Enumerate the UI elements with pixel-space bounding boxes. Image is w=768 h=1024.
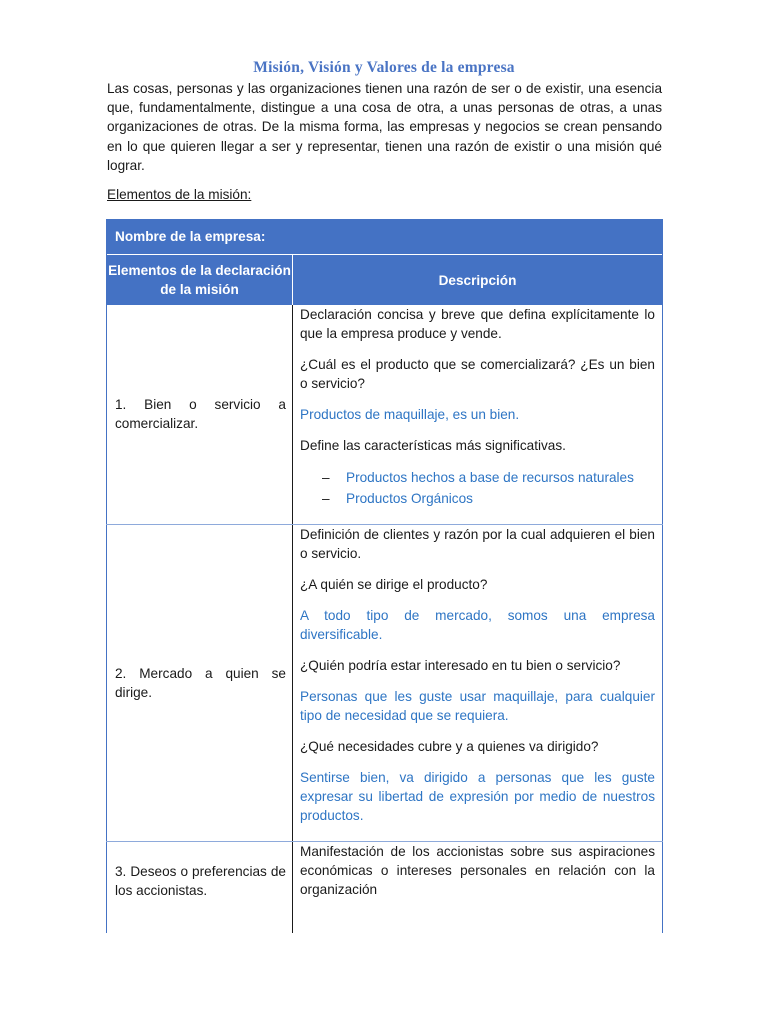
document-title: Misión, Visión y Valores de la empresa bbox=[253, 59, 515, 76]
element-cell: 3. Deseos o preferencias de los accionistas. bbox=[107, 841, 293, 933]
column-header-elements: Elementos de la declaración de la misión bbox=[107, 255, 293, 306]
description-text: Definición de clientes y razón por la cual adquieren el bien o servicio. bbox=[300, 526, 655, 561]
answer-text: Personas que les guste usar maquillaje, para cualquier tipo de necesidad que se requiera. bbox=[300, 688, 655, 723]
intro-paragraph: Las cosas, personas y las organizaciones tienen una razón de ser o de existir, una esencia que, fundamentalmente, distingue a una cosa de otra, a unas personas de otras, a unas organizaciones de otras. De la misma forma, las empresas y negocios se crean pensando en lo que quieren llegar a ser y representar, tienen una razón de existir o una misión qué lograr. bbox=[107, 81, 662, 173]
element-cell: 1. Bien o servicio a comercializar. bbox=[107, 305, 293, 524]
question-text: ¿Cuál es el producto que se comercializará? ¿Es un bien o servicio? bbox=[300, 357, 655, 391]
table-row bbox=[107, 841, 663, 933]
company-name-row bbox=[107, 219, 663, 255]
mission-elements-table bbox=[106, 219, 663, 933]
description-text: Manifestación de los accionistas sobre sus aspiraciones económicas o intereses personales en relación con la organización bbox=[300, 843, 655, 897]
characteristics-list bbox=[300, 467, 655, 509]
description-cell bbox=[293, 841, 663, 933]
element-cell: 2. Mercado a quien se dirige. bbox=[107, 524, 293, 841]
column-header-description: Descripción bbox=[293, 255, 663, 306]
description-text: Declaración concisa y breve que defina explícitamente lo que la empresa produce y vende. bbox=[300, 307, 655, 341]
column-header-row bbox=[107, 255, 663, 306]
question-text: Define las características más significativas. bbox=[300, 438, 566, 453]
question-text: ¿Quién podría estar interesado en tu bien o servicio? bbox=[300, 657, 621, 673]
answer-text: Sentirse bien, va dirigido a personas que les guste expresar su libertad de expresión por medio de nuestros productos. bbox=[300, 769, 655, 823]
description-cell bbox=[293, 305, 663, 524]
answer-text: Productos de maquillaje, es un bien. bbox=[300, 407, 520, 422]
table-row bbox=[107, 305, 663, 524]
table-row bbox=[107, 524, 663, 841]
section-subheading: Elementos de la misión: bbox=[107, 187, 252, 202]
question-text: ¿Qué necesidades cubre y a quienes va dirigido? bbox=[300, 738, 599, 754]
list-item: – Productos hechos a base de recursos naturales bbox=[322, 467, 655, 488]
description-cell bbox=[293, 524, 663, 841]
question-text: ¿A quién se dirige el producto? bbox=[300, 576, 488, 592]
company-name-label: Nombre de la empresa: bbox=[107, 219, 663, 255]
answer-text: A todo tipo de mercado, somos una empresa diversificable. bbox=[300, 607, 655, 642]
list-item: – Productos Orgánicos bbox=[322, 488, 655, 509]
